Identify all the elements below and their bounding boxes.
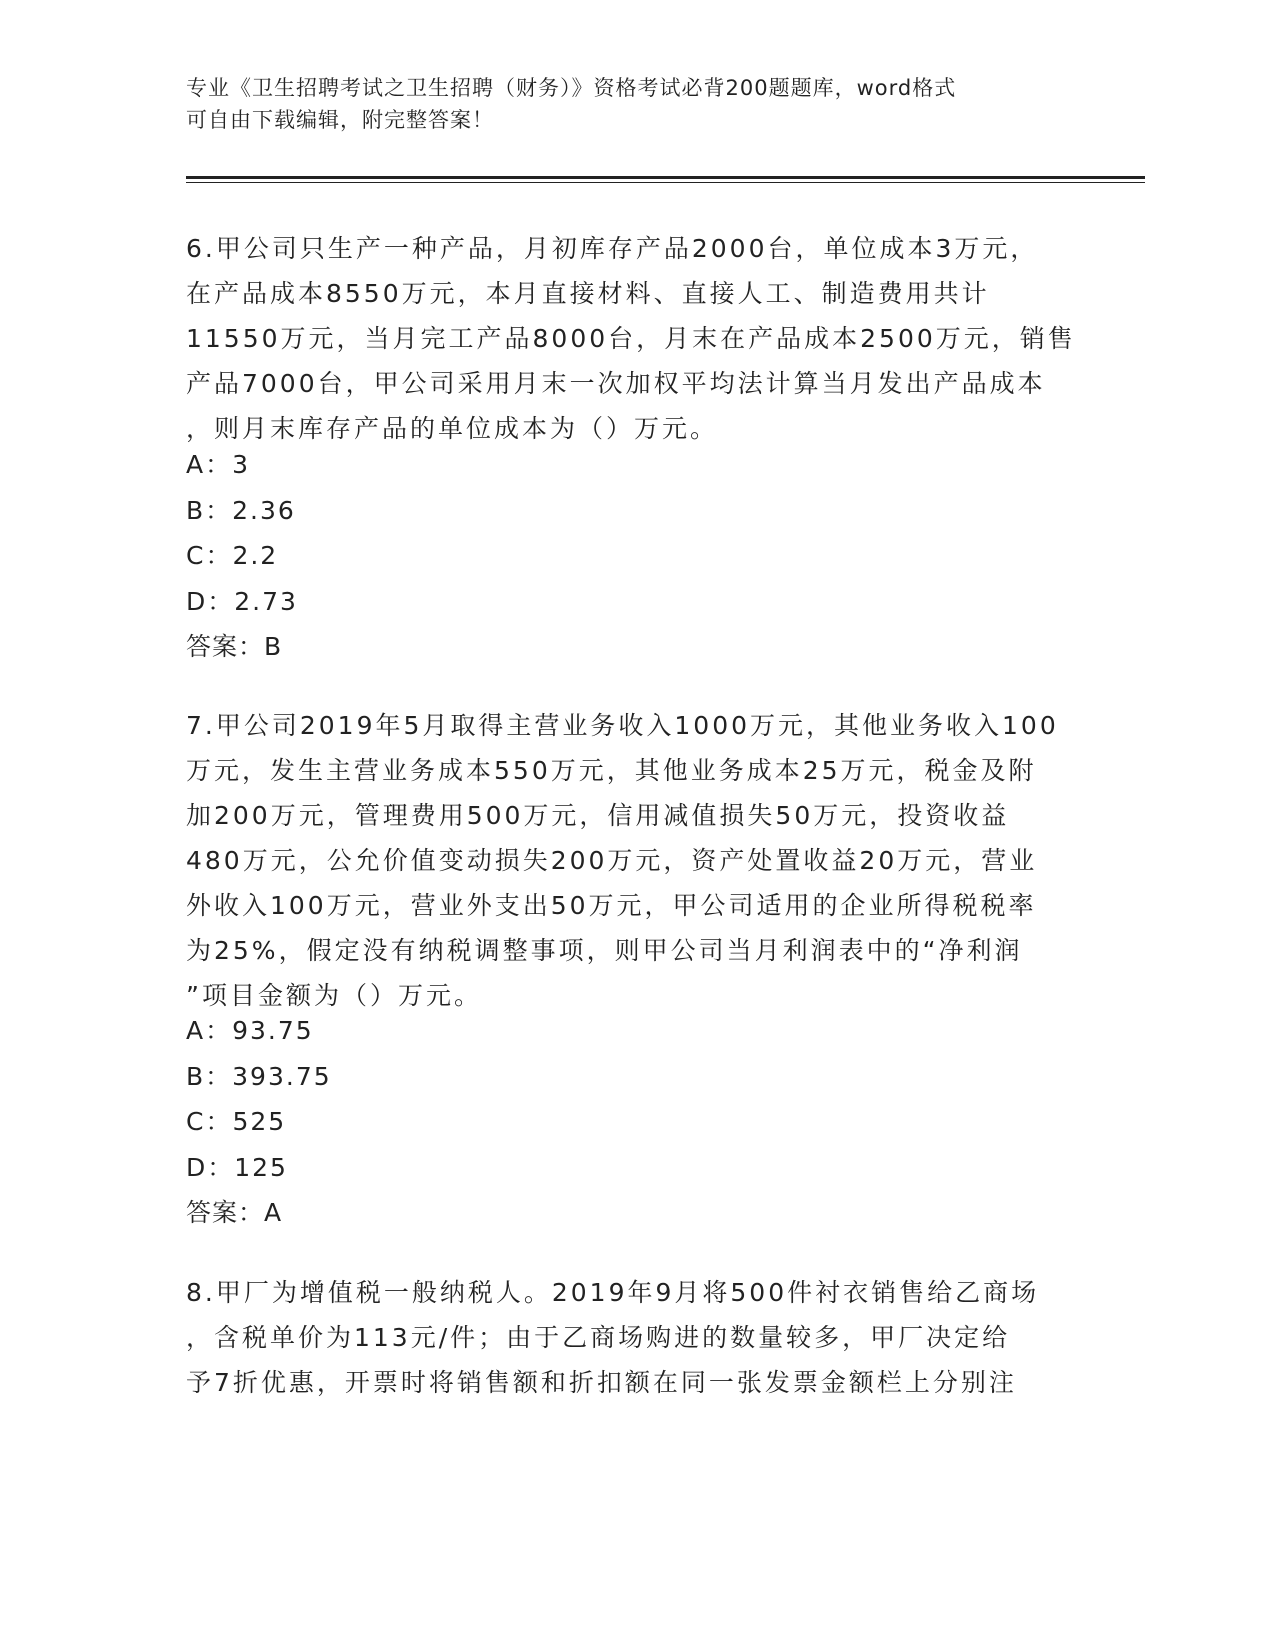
document-header: [186, 72, 1086, 136]
option-a: A：3: [186, 450, 251, 479]
header-divider-thin: [186, 182, 1145, 183]
question-line: ”项目金额为（）万元。: [186, 981, 482, 1010]
question-6-options: [186, 442, 786, 669]
answer: 答案：B: [186, 632, 283, 661]
option-b: B：393.75: [186, 1061, 332, 1091]
option-d: D：2.73: [186, 586, 298, 616]
header-divider-thick: [186, 176, 1145, 179]
question-line: 在产品成本8550万元，本月直接材料、直接人工、制造费用共计: [186, 279, 990, 308]
question-7: [186, 703, 1086, 1018]
question-line: 7.甲公司2019年5月取得主营业务收入1000万元，其他业务收入100: [186, 711, 1059, 740]
question-line: ，则月末库存产品的单位成本为（）万元。: [186, 414, 719, 443]
question-line: 外收入100万元，营业外支出50万元，甲公司适用的企业所得税税率: [186, 891, 1037, 920]
header-line-1: 专业《卫生招聘考试之卫生招聘（财务）》资格考试必背200题题库，word格式: [186, 76, 957, 100]
question-line: 产品7000台，甲公司采用月末一次加权平均法计算当月发出产品成本: [186, 369, 1046, 398]
question-line: 予7折优惠，开票时将销售额和折扣额在同一张发票金额栏上分别注: [186, 1368, 1017, 1397]
question-line: ，含税单价为113元/件；由于乙商场购进的数量较多，甲厂决定给: [186, 1323, 1011, 1352]
question-line: 为25%，假定没有纳税调整事项，则甲公司当月利润表中的“净利润: [186, 936, 1023, 965]
question-line: 11550万元，当月完工产品8000台，月末在产品成本2500万元，销售: [186, 324, 1076, 353]
option-d: D：125: [186, 1152, 288, 1182]
option-a: A：93.75: [186, 1016, 314, 1045]
answer: 答案：A: [186, 1198, 283, 1227]
question-line: 万元，发生主营业务成本550万元，其他业务成本25万元，税金及附: [186, 756, 1037, 785]
question-line: 8.甲厂为增值税一般纳税人。2019年9月将500件衬衣销售给乙商场: [186, 1278, 1040, 1307]
question-line: 6.甲公司只生产一种产品，月初库存产品2000台，单位成本3万元，: [186, 234, 1039, 263]
question-line: 480万元，公允价值变动损失200万元，资产处置收益20万元，营业: [186, 846, 1038, 875]
question-7-options: [186, 1008, 786, 1235]
question-8: [186, 1270, 1086, 1405]
question-line: 加200万元，管理费用500万元，信用减值损失50万元，投资收益: [186, 801, 1010, 830]
header-line-2: 可自由下载编辑，附完整答案！: [186, 108, 494, 132]
option-c: C：2.2: [186, 541, 279, 570]
option-c: C：525: [186, 1107, 287, 1136]
option-b: B：2.36: [186, 495, 296, 525]
question-6: [186, 226, 1086, 451]
